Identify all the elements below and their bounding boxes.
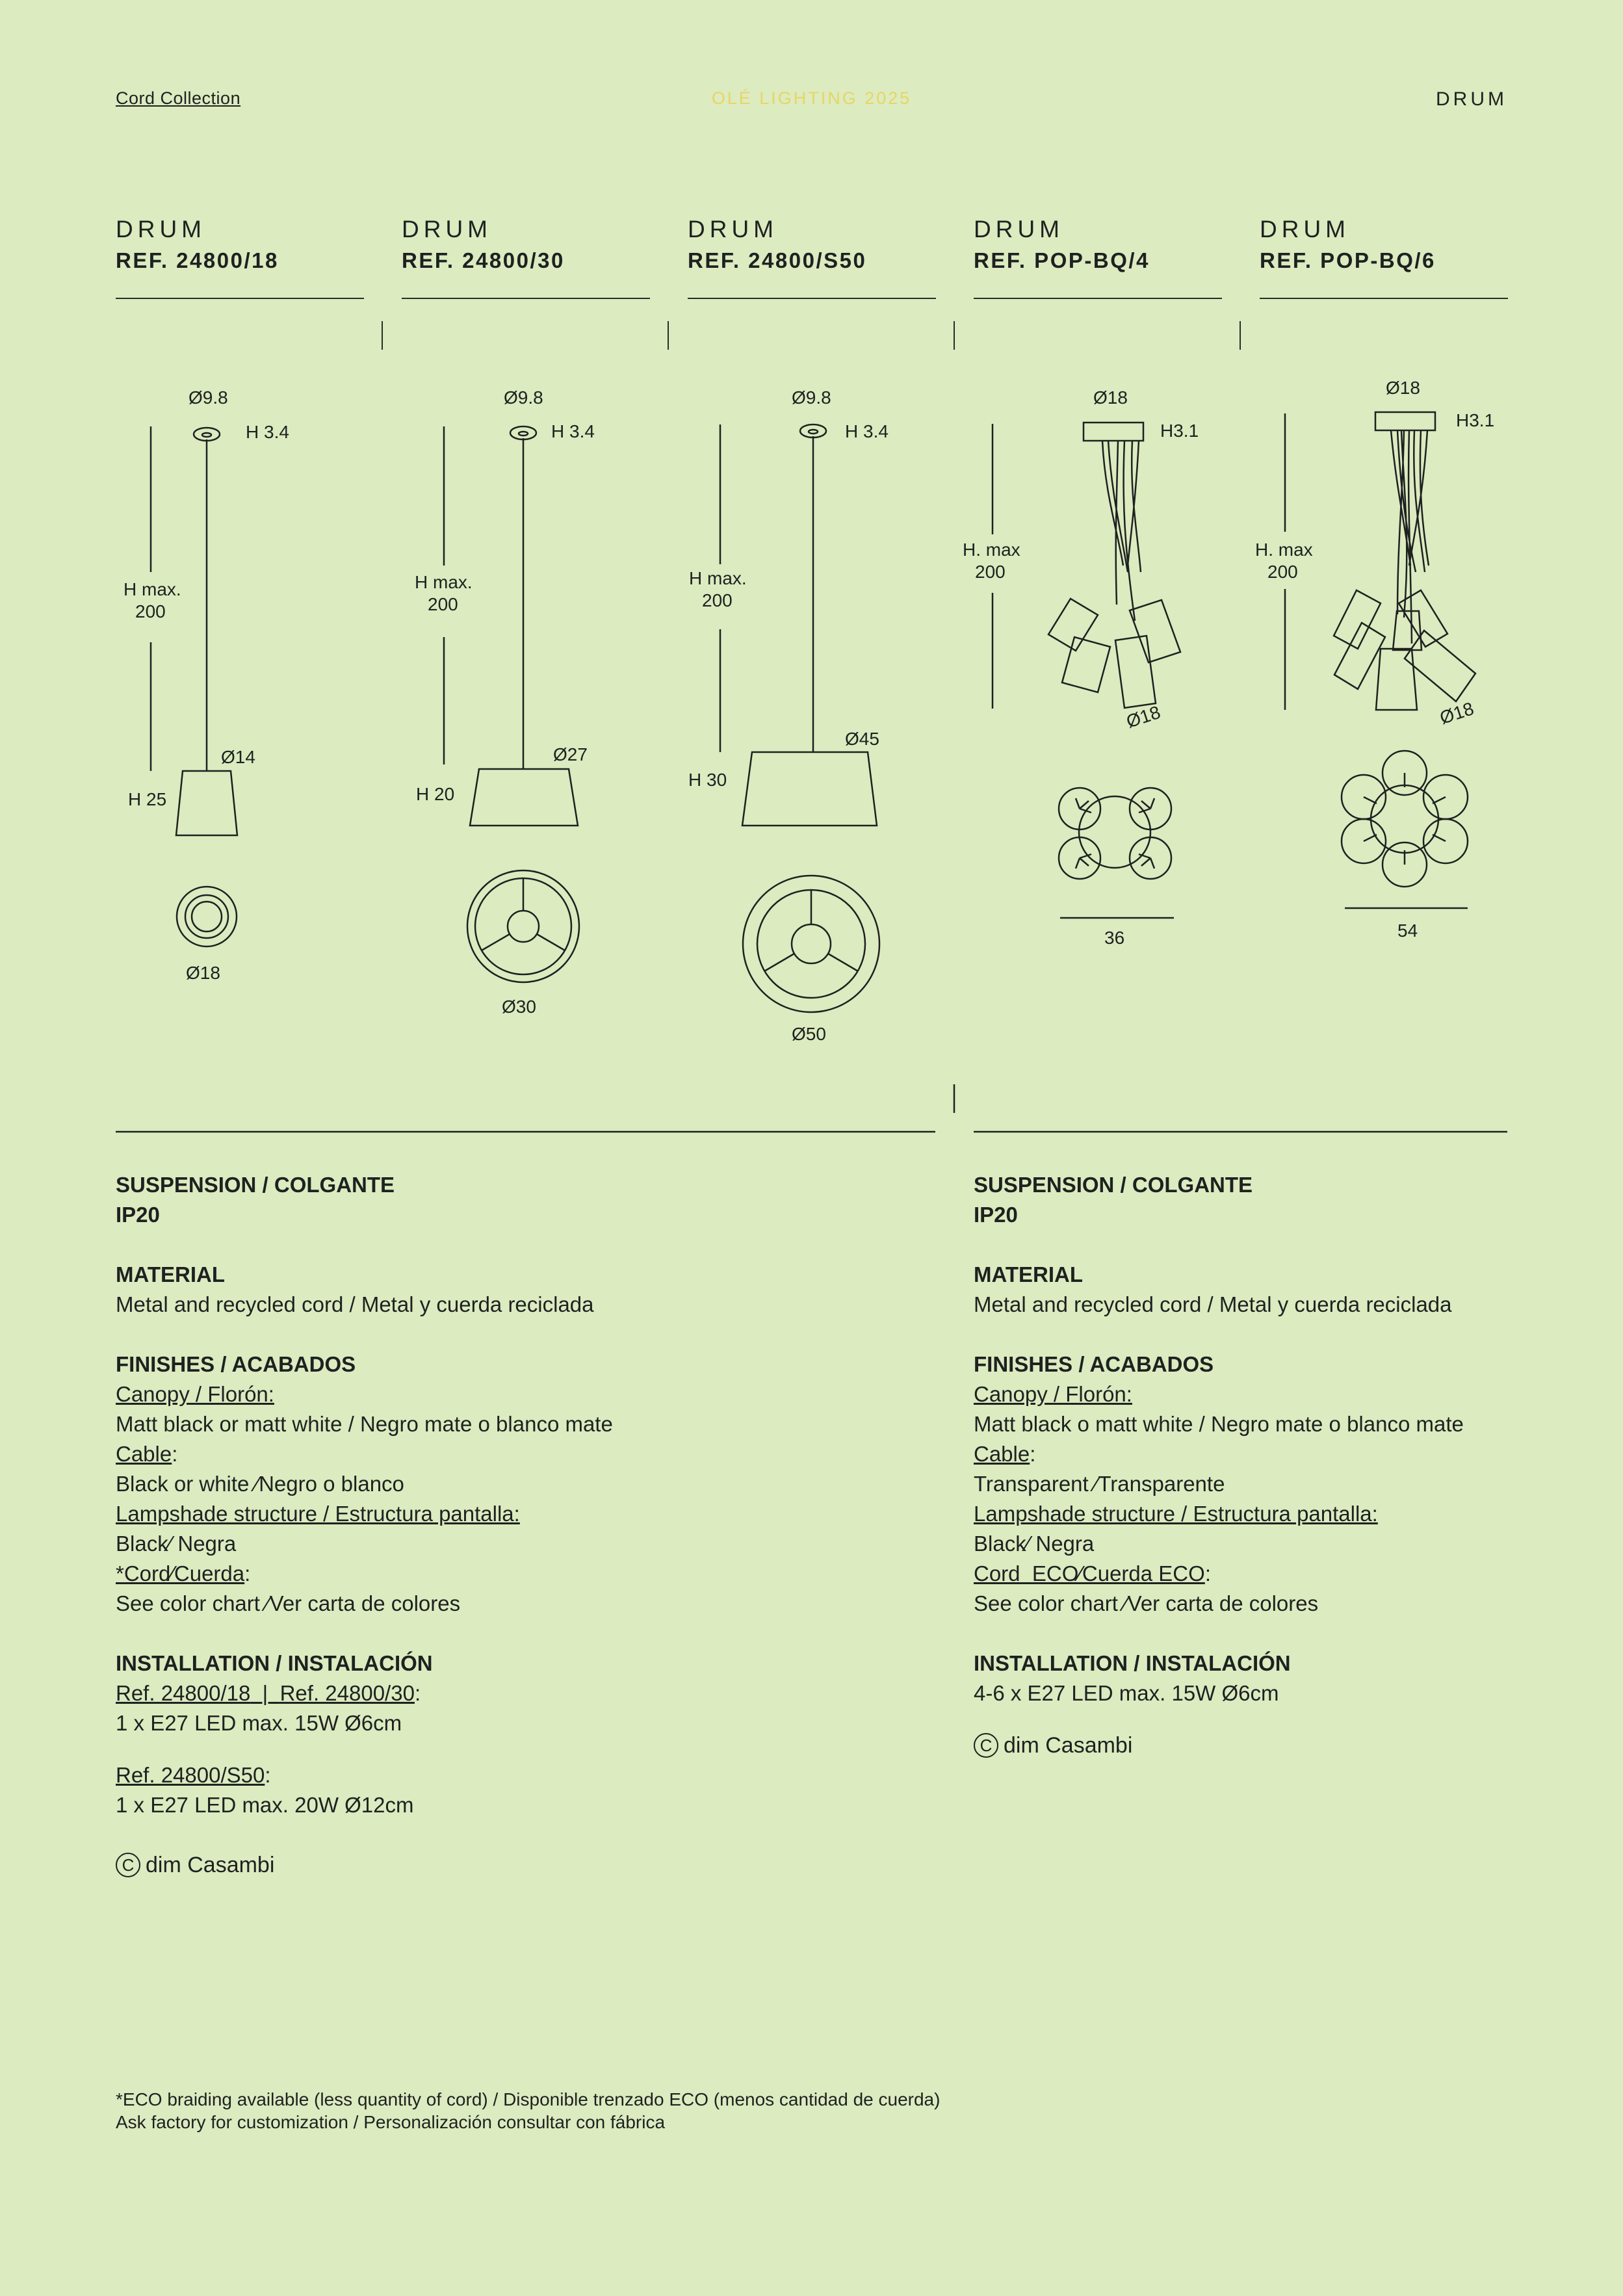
product-name: DRUM — [1260, 216, 1350, 242]
hmax-value: 200 — [1267, 562, 1298, 582]
product-ref: REF. 24800/18 — [116, 248, 279, 272]
product-name: DRUM — [116, 216, 206, 242]
overall-width: 36 — [1104, 928, 1125, 948]
material-value: Metal and recycled cord / Metal y cuerda reciclada — [116, 1292, 594, 1316]
install-value-2: 1 x E27 LED max. 20W Ø12cm — [116, 1793, 414, 1817]
canopy-height: H 3.4 — [845, 421, 889, 441]
casambi-badge — [116, 1850, 935, 1880]
product-name: DRUM — [402, 216, 492, 242]
product-name: DRUM — [974, 216, 1064, 242]
shade-diameter: Ø27 — [553, 744, 588, 764]
canopy-diameter: Ø18 — [1386, 378, 1420, 398]
spec-type: SUSPENSION / COLGANTE — [116, 1173, 395, 1197]
lampshade-label: Lampshade structure / Estructura pantalla: — [116, 1502, 520, 1526]
plan-diameter: Ø30 — [502, 997, 536, 1017]
cord-row: Cord ECO⁄Cuerda ECO: — [974, 1561, 1211, 1585]
shade-height: H 25 — [128, 789, 167, 809]
casambi-badge — [974, 1730, 1559, 1760]
material-value: Metal and recycled cord / Metal y cuerda reciclada — [974, 1292, 1452, 1316]
product-name: DRUM — [688, 216, 778, 242]
collection-link[interactable]: Cord Collection — [116, 88, 241, 108]
spec-ip: IP20 — [116, 1203, 160, 1227]
shade-height: H 30 — [688, 770, 727, 790]
canopy-label: Canopy / Florón: — [974, 1382, 1132, 1406]
casambi-label: dim Casambi — [146, 1853, 275, 1877]
spec-ip: IP20 — [974, 1203, 1018, 1227]
shade-diameter: Ø14 — [221, 747, 255, 767]
hmax-label: H. max — [1255, 540, 1313, 560]
canopy-value: Matt black or matt white / Negro mate o blanco mate — [116, 1412, 613, 1436]
hmax-label: H max. — [123, 579, 181, 599]
catalog-title: OLÉ LIGHTING 2025 — [711, 88, 912, 108]
cable-label: Cable — [116, 1442, 172, 1466]
canopy-value: Matt black o matt white / Negro mate o blanco mate — [974, 1412, 1464, 1436]
lampshade-value: Black⁄ Negra — [974, 1532, 1095, 1556]
plan-diameter: Ø50 — [792, 1024, 826, 1044]
overall-width: 54 — [1397, 920, 1418, 941]
product-ref: REF. 24800/S50 — [688, 248, 867, 272]
cable-row: Cable: — [974, 1442, 1036, 1466]
hmax-value: 200 — [975, 562, 1006, 582]
install-ref-b: Ref. 24800/30 — [279, 1681, 415, 1705]
canopy-diameter: Ø9.8 — [188, 387, 228, 408]
finishes-title: FINISHES / ACABADOS — [974, 1352, 1214, 1376]
lampshade-label: Lampshade structure / Estructura pantalla: — [974, 1502, 1378, 1526]
specs-left — [116, 1170, 935, 1880]
cable-value: Black or white ⁄Negro o blanco — [116, 1472, 404, 1496]
cord-value: See color chart ⁄Ver carta de colores — [116, 1591, 461, 1615]
lampshade-value: Black⁄ Negra — [116, 1532, 237, 1556]
hmax-value: 200 — [135, 601, 166, 621]
product-ref: REF. 24800/30 — [402, 248, 565, 272]
shade-diameter: Ø45 — [845, 729, 879, 749]
drawing-24800-30 — [415, 387, 595, 1017]
material-title: MATERIAL — [974, 1262, 1084, 1286]
material-title: MATERIAL — [116, 1262, 226, 1286]
canopy-diameter: Ø9.8 — [504, 387, 543, 408]
drawing-24800-18 — [123, 387, 289, 983]
footnote — [116, 2088, 940, 2133]
cable-label: Cable — [974, 1442, 1030, 1466]
hmax-value: 200 — [428, 594, 458, 614]
casambi-icon: C — [116, 1853, 140, 1877]
canopy-height: H3.1 — [1456, 410, 1495, 430]
shade-height: H 20 — [416, 784, 455, 804]
cord-row: *Cord⁄Cuerda: — [116, 1561, 251, 1585]
canopy-height: H3.1 — [1160, 421, 1199, 441]
finishes-title: FINISHES / ACABADOS — [116, 1352, 356, 1376]
install-ref-c: Ref. 24800/S50 — [116, 1763, 265, 1787]
install-value-1: 4-6 x E27 LED max. 15W Ø6cm — [974, 1681, 1279, 1705]
cord-label: *Cord⁄Cuerda — [116, 1561, 245, 1585]
canopy-label: Canopy / Florón: — [116, 1382, 274, 1406]
install-ref-row-2: Ref. 24800/S50: — [116, 1763, 271, 1787]
footnote-line-2: Ask factory for customization / Personalización consultar con fábrica — [116, 2112, 666, 2132]
shade-diameter: Ø18 — [1437, 698, 1477, 728]
installation-title: INSTALLATION / INSTALACIÓN — [116, 1651, 433, 1675]
cord-label: Cord ECO⁄Cuerda ECO — [974, 1561, 1205, 1585]
canopy-diameter: Ø9.8 — [792, 387, 831, 408]
install-ref-a: Ref. 24800/18 — [116, 1681, 251, 1705]
installation-title: INSTALLATION / INSTALACIÓN — [974, 1651, 1291, 1675]
family-title: DRUM — [1436, 88, 1507, 110]
canopy-height: H 3.4 — [246, 422, 289, 442]
plan-diameter: Ø18 — [186, 963, 220, 983]
install-ref-sep: | — [250, 1681, 280, 1705]
drawing-pop-bq-4 — [963, 387, 1199, 948]
footnote-line-1: *ECO braiding available (less quantity of cord) / Disponible trenzado ECO (menos cantidad de cuerda) — [116, 2089, 941, 2109]
drawing-24800-s50 — [688, 387, 889, 1044]
casambi-label: dim Casambi — [1004, 1733, 1133, 1758]
product-ref: REF. POP-BQ/4 — [974, 248, 1150, 272]
canopy-height: H 3.4 — [551, 421, 595, 441]
casambi-icon: C — [974, 1733, 998, 1758]
install-ref-row: Ref. 24800/18 | Ref. 24800/30: — [116, 1681, 421, 1705]
cable-row: Cable: — [116, 1442, 178, 1466]
install-value-1: 1 x E27 LED max. 15W Ø6cm — [116, 1711, 402, 1735]
canopy-diameter: Ø18 — [1093, 387, 1128, 408]
cable-value: Transparent ⁄Transparente — [974, 1472, 1225, 1496]
hmax-label: H max. — [415, 572, 473, 592]
drawing-pop-bq-6 — [1255, 378, 1494, 941]
product-ref: REF. POP-BQ/6 — [1260, 248, 1436, 272]
cord-value: See color chart ⁄Ver carta de colores — [974, 1591, 1319, 1615]
hmax-label: H max. — [689, 568, 747, 588]
shade-diameter: Ø18 — [1124, 701, 1163, 732]
hmax-label: H. max — [963, 540, 1020, 560]
hmax-value: 200 — [702, 590, 733, 610]
spec-type: SUSPENSION / COLGANTE — [974, 1173, 1253, 1197]
specs-right — [974, 1170, 1559, 1760]
technical-drawings — [0, 0, 1623, 1144]
